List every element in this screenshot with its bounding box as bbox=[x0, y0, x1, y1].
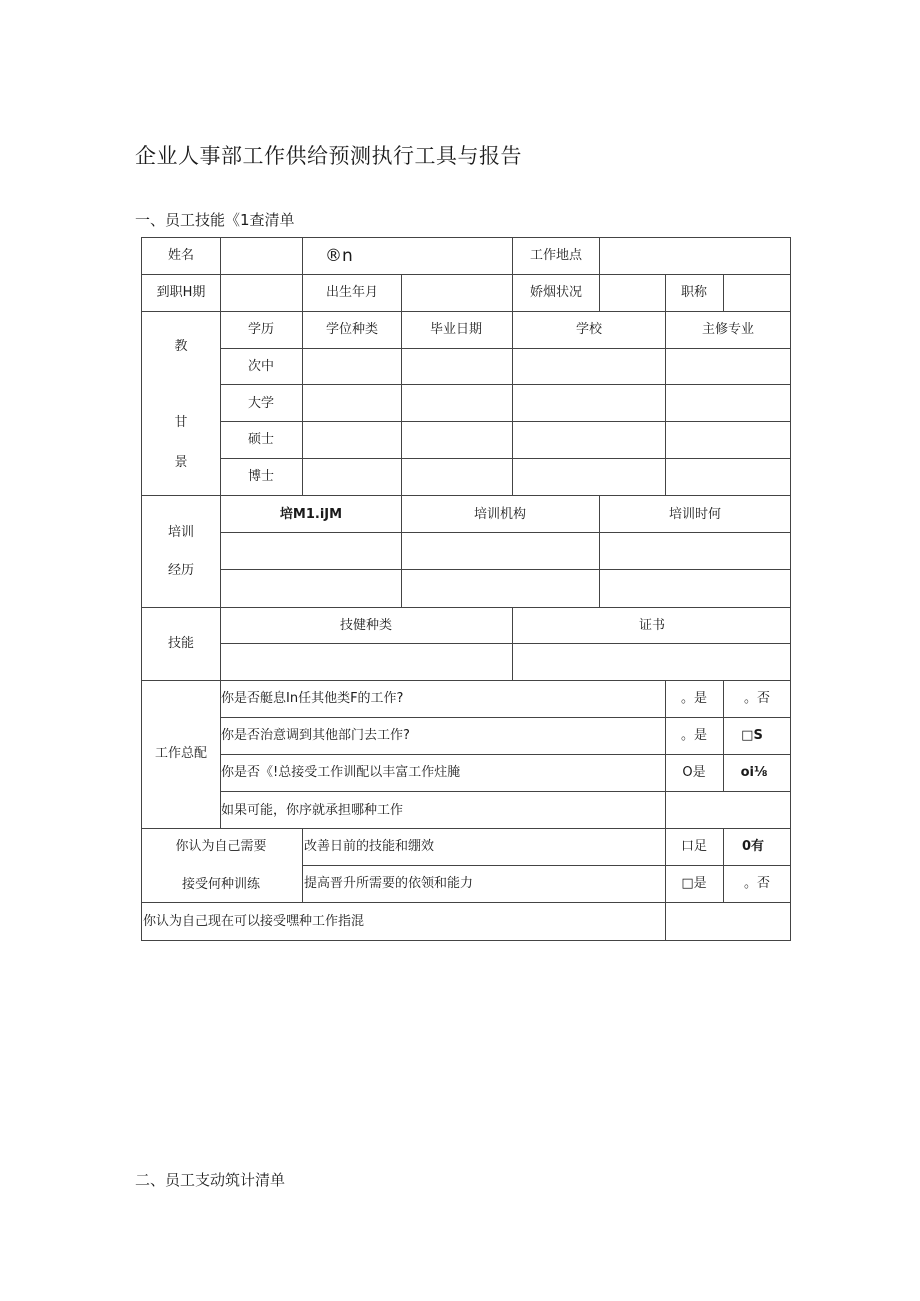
question-transfer-department-yes: 。是 bbox=[680, 728, 708, 743]
training-option-promotion: 提高晋升所需要的依领和能力 bbox=[304, 876, 474, 891]
education-side-label-1: 教 bbox=[174, 339, 188, 354]
education-header-degree-level: 学历 bbox=[247, 322, 275, 337]
section-heading-turnover-stats: 二、员工支动筑计清单 bbox=[135, 1171, 286, 1189]
education-level-bachelor: 大学 bbox=[247, 396, 275, 411]
question-job-rotation-no: oi⅛ bbox=[740, 765, 768, 780]
birth-date-label: 出生年月 bbox=[325, 285, 379, 300]
training-option-improve-skills-yes: 口足 bbox=[680, 839, 708, 854]
job-title-label: 职称 bbox=[680, 285, 708, 300]
question-preferred-work: 如果可能，你序就承担哪种工作 bbox=[221, 803, 404, 818]
education-header-degree-type: 学位种类 bbox=[325, 322, 379, 337]
education-level-highschool: 次中 bbox=[247, 359, 275, 374]
marital-status-label: 娇烟状况 bbox=[529, 285, 583, 300]
education-header-major: 主修专业 bbox=[701, 322, 755, 337]
section-heading-skills-checklist: 一、员工技能《1查清单 bbox=[135, 211, 295, 229]
training-option-improve-skills-no: 0有 bbox=[741, 839, 765, 854]
question-other-work: 你是否艇息In任其他类F的工作? bbox=[221, 691, 404, 706]
work-summary-side-label: 工作总配 bbox=[154, 746, 208, 761]
question-transfer-department: 你是否治意调到其他部门去工作? bbox=[221, 728, 410, 743]
training-header-course: 培M1.iJM bbox=[279, 507, 343, 522]
name-label: 姓名 bbox=[167, 248, 195, 263]
education-level-master: 硕士 bbox=[247, 432, 275, 447]
education-header-school: 学校 bbox=[575, 322, 603, 337]
join-date-label: 到职H期 bbox=[156, 285, 206, 300]
education-side-label-3: 景 bbox=[174, 455, 188, 470]
training-side-label-1: 培训 bbox=[167, 525, 195, 540]
education-level-doctor: 博士 bbox=[247, 469, 275, 484]
question-job-rotation: 你是否《!总接受工作训配以丰富工作炷腌 bbox=[221, 765, 461, 780]
training-header-time: 培训时何 bbox=[668, 507, 722, 522]
skills-header-certificate: 证书 bbox=[638, 618, 666, 633]
training-option-promotion-no: 。否 bbox=[743, 876, 771, 891]
question-other-work-no: 。否 bbox=[743, 691, 771, 706]
training-side-label-2: 经历 bbox=[167, 563, 195, 578]
document-title: 企业人事部工作供给预测执行工具与报告 bbox=[135, 144, 522, 168]
final-question-current-work: 你认为自己现在可以接受嘿种工作指混 bbox=[143, 914, 365, 929]
name-mark: ®n bbox=[325, 246, 353, 266]
education-header-graduation-date: 毕业日期 bbox=[429, 322, 483, 337]
skills-side-label: 技能 bbox=[167, 636, 195, 651]
employee-skills-form bbox=[141, 237, 791, 941]
training-need-side-label-2: 接受何种训练 bbox=[181, 877, 261, 892]
work-location-label: 工作地点 bbox=[529, 248, 583, 263]
question-transfer-department-no: □S bbox=[741, 728, 763, 743]
training-option-improve-skills: 改善日前的技能和绷效 bbox=[304, 839, 435, 854]
training-header-institution: 培训机构 bbox=[473, 507, 527, 522]
training-need-side-label-1: 你认为自己需要 bbox=[175, 839, 267, 854]
form-grid-lines bbox=[141, 237, 791, 941]
skills-header-type: 技健种类 bbox=[339, 618, 393, 633]
question-job-rotation-yes: O是 bbox=[682, 765, 706, 780]
question-other-work-yes: 。是 bbox=[680, 691, 708, 706]
education-side-label-2: 甘 bbox=[174, 415, 188, 430]
training-option-promotion-yes: □是 bbox=[681, 876, 707, 891]
